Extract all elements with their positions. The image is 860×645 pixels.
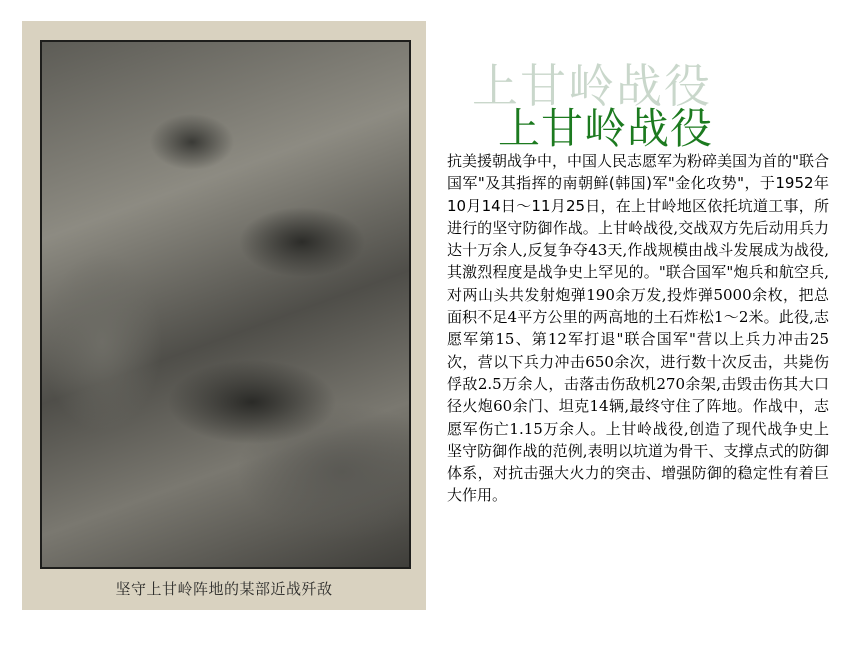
slide-title: 上甘岭战役	[498, 104, 714, 153]
battle-photo	[40, 40, 411, 569]
paragraph-part-1: 抗美援朝战争中，中国人民志愿军为粉碎美国为首的"联合国军"及其指挥的南朝鲜(韩国)军"金化攻势"，于1952年10月14日～11月25日，在上甘岭地区依托坑道工事，所进行的坚守防御作战。	[447, 152, 829, 237]
paragraph-part-2: 上甘岭战役,交战双方先后动用兵力达十万余人,反复争夺43天,作战规模由战斗发展成为战役,其激烈程度是战争史上罕见的。	[447, 218, 829, 282]
historical-photo-frame	[22, 21, 426, 610]
paragraph-part-3: "联合国军"炮兵和航空兵,对两山头共发射炮弹190余万发,投炸弹5000余枚，把总面积不足4平方公里的两高地的土石炸松1～2米。此役,志愿军第15、第12军打退"联合国军"营以上兵力冲击25次，营以下兵力冲击650余次，进行数十次反击，共毙伤俘敌2.5万余人，击落击伤敌机270余架,击毁击伤其大口径火炮60余门、坦克14辆,最终守住了阵地。作战中，志愿军伤亡1.15万余人。上甘岭战役,创造了现代战争史上坚守防御作战的范例,表明以坑道为骨干、支撑点式的防御体系，对抗击强大火力的突击、增强防御的稳定性有着巨大作用。	[447, 263, 829, 505]
body-paragraph	[447, 150, 829, 507]
photo-caption: 坚守上甘岭阵地的某部近战歼敌	[115, 580, 333, 598]
title-shadow: 上甘岭战役	[472, 59, 712, 113]
